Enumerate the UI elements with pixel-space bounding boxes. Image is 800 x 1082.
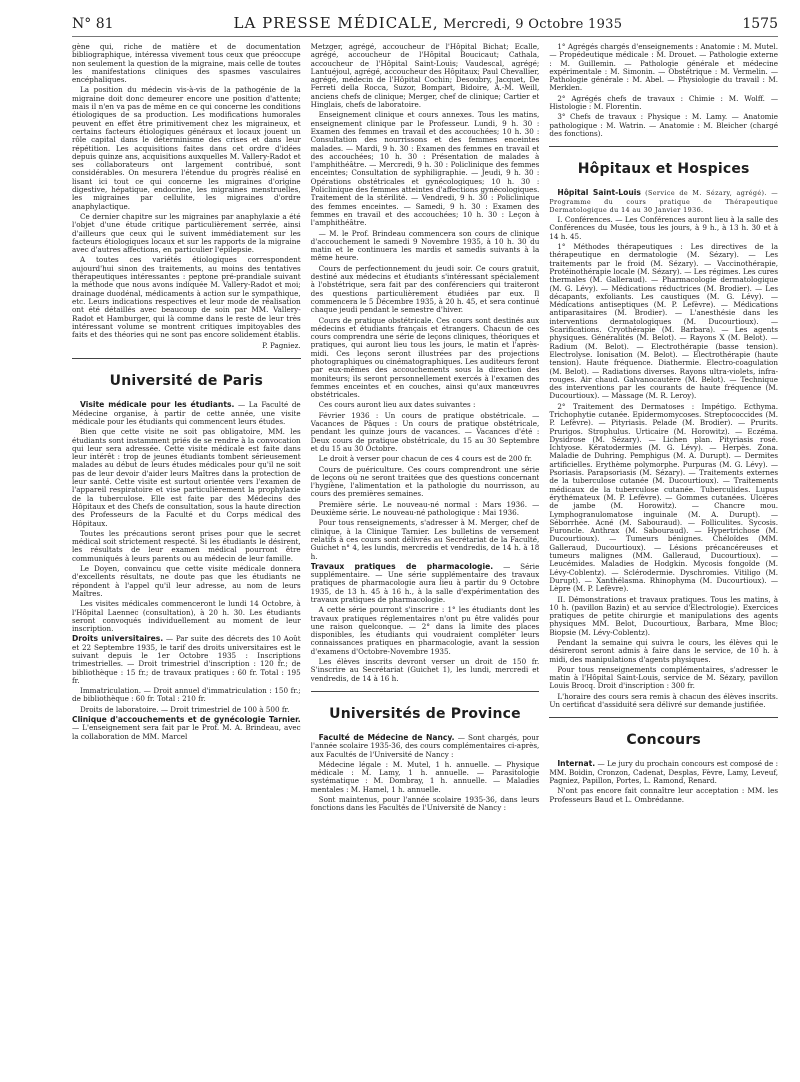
paragraph: 1° Agrégés chargés d'enseignements : Anatomie : M. Mutel. — Propédeutique médicale : M. Drouet. — Pathologie externe : M. Guillemin. — Pathologie générale et médecine expérimentale : M. Simonin. — Obstétrique : M. Vermelin. — Pathologie générale : M. Abel. — Physiologie du travail : M. Merklen. [549, 43, 779, 93]
subheading-pharmacologie: Travaux pratiques de pharmacologie. [310, 561, 494, 571]
paragraph: 1° Méthodes thérapeutiques : Les directives de la thérapeutique en dermatologie (M. Sézary). — Les traitements par le froid (M. Sézary). — Vaccinothérapie, Protéinothérapie locale (M. Sézary). — Les régimes. Les cures thermales (M. Galleraud). — Pharmacologie dermatologique (M. G. Lévy). — Médications réductrices (M. Brodier). — Les décapants, exfoliants. Les caustiques (M. G. Lévy). — Médications antiseptiques (M. P. Lefèvre). — Médications antiparasitaires (M. Brodier). — L'anesthésie dans les interventions dermatologiques (M. Ducourtioux). — Scarifications. Cryothérapie (M. Barbara). — Les agents physiques. Généralités (M. Belot). — Rayons X (M. Belot). — Radium (M. Belot). — Electrothérapie (basse tension). Electrolyse. Ionisation (M. Belot). — Electrothérapie (haute tension). Haute fréquence. Diathermie. Electro-coagulation (M. Belot). — Radiations diverses. Rayons ultra-violets, infra-rouges. Air chaud. Galvanocautère (M. Belot). — Technique des interventions par les courants de haute fréquence (M. Ducourtioux). — Massage (M. R. Leroy). [549, 242, 779, 401]
column-1 [72, 43, 301, 1079]
paragraph: Cours de pratique obstétricale. Ces cours sont destinés aux médecins et étudiants français et étrangers. Chacun de ces cours comprendra une série de leçons cliniques, théoriques et pratiques, qui auront lieu tous les jours, le matin et l'après-midi. Ces leçons seront illustrées par des projections photographiques ou cinématographiques. Les auditeurs feront par eux-mêmes des accouchements sous la direction des moniteurs; ils seront personnellement exercés à l'examen des femmes enceintes et en couches, ainsi qu'aux manœuvres obstétricales. [310, 315, 540, 400]
paragraph: — Par suite des décrets des 10 Août et 22 Septembre 1935, le tarif des droits universitaires est le suivant depuis le 1er Octobre 1935 : Inscriptions trimestrielles. — Droit trimestriel d'inscription : 120 fr.; de bibliothèque : 15 fr.; de travaux pratiques : 60 fr. Total : 195 fr. [72, 634, 301, 685]
subheading-droits-universitaires: Droits universitaires. [72, 634, 164, 644]
section-title-hopitaux-hospices: Hôpitaux et Hospices [577, 161, 750, 178]
subheading-internat: Internat. [557, 759, 596, 769]
paragraph: Le Doyen, convaincu que cette visite médicale donnera d'excellents résultats, ne doute pas que les étudiants ne répondent à l'appel qu'il leur adresse, au nom de leurs Maîtres. [72, 564, 301, 598]
paragraph: Février 1936 : Un cours de pratique obstétricale. — Vacances de Pâques : Un cours de pratique obstétricale, pendant les quinze jours de vacances. — Vacances d'été : Deux cours de pratique obstétricale, du 15 au 30 Septembre et du 15 au 30 Octobre. [310, 410, 540, 453]
paragraph: Première série. Le nouveau-né normal : Mars 1936. — Deuxième série. Le nouveau-né pathologique : Mai 1936. [310, 499, 540, 518]
paragraph: Cours de perfectionnement du jeudi soir. Ce cours gratuit, destiné aux médecins et étudiants s'intéressant spécialement à l'obstétrique, sera fait par des conférenciers qui traiteront des questions particulièrement étudiées par eux. Il commencera le 5 Décembre 1935, à 20 h. 45, et sera continué chaque jeudi pendant le semestre d'hiver. [310, 263, 540, 315]
author-signature: P. Pagniez. [262, 341, 301, 351]
paragraph: — La Faculté de Médecine organise, à partir de cette année, une visite médicale pour les étudiants qui commencent leurs études. [72, 400, 301, 426]
paragraph: Droits de laboratoire. — Droit trimestriel de 100 à 500 fr. [80, 704, 290, 714]
paragraph: — Série supplémentaire. — Une série supplémentaire des travaux pratiques de pharmacologie aura lieu à partir du 9 Octobre 1935, de 13 h. 45 à 16 h., à la salle d'expérimentation des travaux pratiques de pharmacologie. [310, 561, 540, 604]
paragraph: Enseignement clinique et cours annexes. Tous les matins, enseignement clinique par le Professeur. Lundi, 9 h. 30 : Examen des femmes en travail et des accouchées; 10 h. 30 : Consultation des nourrissons et des femmes enceintes malades. — Mardi, 9 h. 30 : Examen des femmes en travail et des accouchées; 10 h. 30 : Présentation de malades à l'amphithéâtre. — Mercredi, 9 h. 30 : Policlinique des femmes enceintes; Consultation de syphiligraphie. — Jeudi, 9 h. 30 : Opérations obstétricales et gynécologiques; 10 h. 30 : Policlinique des femmes atteintes d'affections gynécologiques. Traitement de la stérilité. — Vendredi, 9 h. 30 : Policlinique des femmes enceintes. — Samedi, 9 h. 30 : Examen des femmes en travail et des accouchées; 10 h. 30 : Leçon à l'amphithéâtre. [310, 110, 540, 228]
paragraph: Metzger, agrégé, accoucheur de l'Hôpital Bichat; Ecalle, agrégé, accoucheur de l'Hôpital Boucicaut; Cathala, accoucheur de l'Hôpital Saint-Louis; Vaudescal, agrégé; Lantuéjoul, agrégé, accoucheur des Hôpitaux; Paul Chevallier, agrégé, médecin de l'Hôpital Cochin; Desoubry, Jacquet, De Ferreti della Rocca, Suzor, Bompart, Bidoire, A.-M. Weill, anciens chefs de clinique; Merger, chef de clinique; Cartier et Hinglais, chefs de laboratoire. [310, 43, 540, 110]
column-3 [549, 43, 778, 1079]
paragraph: Sont maintenus, pour l'année scolaire 1935-36, dans leurs fonctions dans les Facultés de l'Université de Nancy : [310, 795, 540, 813]
journal-masthead [234, 14, 623, 32]
paragraph: Cours de puériculture. Ces cours comprendront une série de leçons où ne seront traitées que des questions concernant l'hygiène, l'alimentation et la pathologie du nourrisson, au cours des premières semaines. [310, 464, 540, 499]
column-2 [311, 43, 540, 1079]
paragraph: Ces cours auront lieu aux dates suivantes : [318, 400, 476, 410]
paragraph: Bien que cette visite ne soit pas obligatoire, MM. les étudiants sont instamment priés de se rendre à la convocation qui leur sera adressée. Cette visite médicale est faite dans leur intérêt : trop de jeunes étudiants tombent sérieusement malades au début de leurs études médicales pour qu'il ne soit pas de leur devoir d'aider leurs Maîtres dans la protection de leur santé. Cette visite est surtout orientée vers l'examen de l'appareil respiratoire et vise particulièrement la prophylaxie de la tuberculose. Elle est faite par des Médecins des Hôpitaux et des Chefs de consultation, sous la haute direction des Professeurs de la Faculté et du Corps médical des Hôpitaux. [72, 427, 301, 528]
paragraph: — L'enseignement sera fait par le Prof. M. A. Brindeau, avec la collaboration de MM. Marcel [72, 723, 301, 741]
paragraph: Les visites médicales commenceront le lundi 14 Octobre, à l'Hôpital Laennec (consultation), à 20 h. 30. Les étudiants seront convoqués individuellement au moment de leur inscription. [72, 599, 301, 634]
paragraph: N'ont pas encore fait connaître leur acceptation : MM. les Professeurs Baud et L. Ombrédanne. [549, 786, 779, 804]
paragraph: Médecine légale : M. Mutel, 1 h. annuelle. — Physique médicale : M. Lamy, 1 h. annuelle. — Parasitologie systématique : M. Dombray, 1 h. annuelle. — Maladies mentales : M. Hamel, 1 h. annuelle. [310, 759, 540, 794]
paragraph: II. Démonstrations et travaux pratiques. Tous les matins, à 10 h. (pavillon Bazin) et au service d'Electrologie). Exercices pratiques de petite chirurgie et manipulations des agents physiques MM. Belot, Ducourtioux, Barbara, Mme Bloc; Biopsie (M. Lévy-Coblentz). [549, 594, 779, 637]
paragraph: Les élèves inscrits devront verser un droit de 150 fr. S'inscrire au Secrétariat (Guichet 1), les lundi, mercredi et vendredis, de 14 à 16 h. [310, 657, 540, 683]
paragraph: — M. le Prof. Brindeau commencera son cours de clinique d'accouchement le samedi 9 Novembre 1935, à 10 h. 30 du matin et le continuera les mardis et samedis suivants à la même heure. [310, 228, 540, 263]
issue-date: Mercredi, 9 Octobre 1935 [443, 17, 623, 32]
journal-title: LA PRESSE MÉDICALE, [233, 14, 439, 32]
paragraph: La position du médecin vis-à-vis de la pathogénie de la migraine doit donc demeurer encore une position d'attente; mais il n'en va pas de même en ce qui concerne les conditions étiologiques de sa production. Les modifications humorales peuvent en effet être primitivement chez les migraineux, et certains facteurs étiologiques généraux et locaux jouent un rôle capital dans le déterminisme des crises et dans leur répétition. Les acquisitions faites dans cet ordre d'idées depuis quinze ans, acquisitions auxquelles M. Vallery-Radot et ses collaborateurs ont largement contribué, sont considérables. On mesurera l'étendue du progrès réalisé en lisant ici tout ce qui concerne les migraines d'origine digestive, hépatique, endocrine, les migraines menstruelles, les migraines par cellulite, les migraines d'ordre anaphylactique. [72, 85, 301, 211]
paragraph: gène qui, riche de matière et de documentation bibliographique, intéressa vivement tous ceux que préoccupe non seulement la question de la migraine, mais celle de toutes les manifestations cliniques des spasmes vasculaires encéphaliques. [72, 43, 301, 85]
paragraph: Ce dernier chapitre sur les migraines par anaphylaxie a été l'objet d'une étude critique particulièrement serrée, ainsi d'ailleurs que ceux qui le suivent immédiatement sur les facteurs étiologiques locaux et sur les rapports de la migraine avec d'autres affections, en particulier l'épilepsie. [72, 211, 301, 255]
paragraph: L'horaire des cours sera remis à chacun des élèves inscrits. Un certificat d'assiduité sera délivré sur demande justifiée. [549, 691, 779, 710]
page-number: 1575 [742, 16, 778, 32]
paragraph: Pour tous renseignements complémentaires, s'adresser le matin à l'Hôpital Saint-Louis, service de M. Sézary, pavillon Louis Brocq. Droit d'inscription : 300 fr. [549, 664, 779, 691]
page-header [72, 14, 778, 37]
paragraph: 3° Chefs de travaux : Physique : M. Lamy. — Anatomie pathologique : M. Watrin. — Anatomie : M. Bleicher (chargé des fonctions). [549, 112, 779, 138]
paragraph: Le droit à verser pour chacun de ces 4 cours est de 200 fr. [318, 454, 533, 464]
paragraph: 2° Agrégés chefs de travaux : Chimie : M. Wolff. — Histologie : M. Florentin. [549, 93, 779, 112]
paragraph: — Le jury du prochain concours est composé de : MM. Boidin, Cronzon, Cadenat, Desplas, Fèvre, Lamy, Leveuf, Pagniez, Papillon, Portes, L. Ramond, Renard. [549, 759, 779, 785]
paragraph: (Service de M. Sézary, agrégé). — Programme du cours pratique de Thérapeutique Dermatologique du 14 au 30 Janvier 1936. [549, 189, 779, 214]
section-title-concours: Concours [626, 732, 701, 749]
subheading-faculte-nancy: Faculté de Médecine de Nancy. [318, 732, 455, 742]
paragraph: Pendant la semaine qui suivra le cours, les élèves qui le désireront seront admis à faire dans le service, de 10 h. à midi, des manipulations d'agents physiques. [549, 638, 779, 664]
subheading-visite-medicale: Visite médicale pour les étudiants. [80, 400, 235, 410]
divider [549, 717, 778, 718]
subheading-clinique-tarnier: Clinique d'accouchements et de gynécologie Tarnier. [72, 715, 301, 725]
paragraph: Pour tous renseignements, s'adresser à M. Merger, chef de clinique, à la Clinique Tarnier. Les bulletins de versement relatifs à ces cours sont délivrés au Secrétariat de la Faculté, Guichet n° 4, les lundis, mercredis et vendredis, de 14 h. à 18 h. [310, 518, 540, 561]
paragraph: 2° Traitement des Dermatoses : Impétigo. Ecthyma. Trichophytie cutanée. Epidermomycoses. Streptococcides (M. P. Lefèvre). — Pityriasis. Pelade (M. Brodier). — Prurits. Prurigos. Strophulus. Urticaire (M. Horowitz). — Eczéma. Dysidrose (M. Sézary). — Lichen plan. Pityriasis rosé. Ichtyose. Kératodermies (M. G. Lévy). — Herpès. Zona. Maladie de Duhring. Pemphigus (M. A. Durupt). — Dermites artificielles. Erythème polymorphe. Purpuras (M. G. Lévy). — Psoriasis. Parapsoriasis (M. Sézary). — Traitements externes de la tuberculose cutanée (M. Ducourtioux). — Traitements médicaux de la tuberculose cutanée. Tuberculides. Lupus érythémateux (M. P. Lefèvre). — Gommes cutanées. Ulcères de jambe (M. Horowitz). — Chancre mou. Lymphogranulomatose inguinale (M. A. Durupt). — Séborrhée. Acné (M. Sabouraud). — Folliculites. Sycosis. Furoncle. Anthrax (M. Sabouraud). — Hypertrichose (M. Ducourtioux). — Tumeurs bénignes. Chéloïdes (MM. Galleraud, Ducourtioux). — Lésions précancéreuses et tumeurs malignes (MM. Galleraud, Ducourtioux). — Leucémides. Maladies de Hodgkin. Mycosis fongoïde (M. Lévy-Coblentz). — Sclérodermie. Dyschromies. Vitiligo (M. Durupt). — Xanthélasma. Rhinophyma (M. Ducourtioux). — Lèpre (M. P. Lefèvre). [549, 401, 779, 594]
divider [549, 146, 778, 147]
section-title-universite-paris: Université de Paris [109, 373, 264, 390]
paragraph: A toutes ces variétés étiologiques correspondent aujourd'hui sinon des traitements, au moins des tentatives thérapeutiques intéressantes : peptone pré-prandiale suivant la méthode que nous avons indiquée M. Vallery-Radot et moi; drainage duodénal, médicaments à action sur le sympathique, etc. Leurs indications respectives et leur mode de réalisation ont été détaillés avec beaucoup de soin par MM. Vallery-Radot et Hamburger, qui là comme dans le reste de leur très intéressant volume se montrent critiques impitoyables des faits et des théories qui ne sont pas encore solidement établis. [72, 255, 301, 340]
issue-number: N° 81 [72, 16, 114, 32]
subheading-hopital-saint-louis: Hôpital Saint-Louis [557, 188, 641, 198]
divider [311, 691, 540, 692]
paragraph: — Sont chargés, pour l'année scolaire 1935-36, des cours complémentaires ci-après, aux Facultés de l'Université de Nancy : [310, 732, 540, 759]
paragraph: I. Conférences. — Les Conférences auront lieu à la salle des Conférences du Musée, tous les jours, à 9 h., à 13 h. 30 et à 14 h. 45. [549, 215, 779, 241]
divider [72, 358, 301, 359]
section-title-universites-province: Universités de Province [329, 705, 521, 722]
columns [72, 43, 778, 1079]
paragraph: Immatriculation. — Droit annuel d'immatriculation : 150 fr.; de bibliothèque : 60 fr. Total : 210 fr. [72, 686, 301, 704]
paragraph: Toutes les précautions seront prises pour que le secret médical soit strictement respecté. Si les étudiants le désirent, les résultats de leur examen médical pourront être communiqués à leurs parents ou au médecin de leur famille. [72, 528, 301, 563]
paragraph: A cette série pourront s'inscrire : 1° les étudiants dont les travaux pratiques réglementaires n'ont pu être validés pour une raison quelconque. — 2° dans la limite des places disponibles, les étudiants qui voudraient compléter leurs connaissances pratiques en pharmacologie, avant la session d'examens d'Octobre-Novembre 1935. [310, 605, 540, 656]
